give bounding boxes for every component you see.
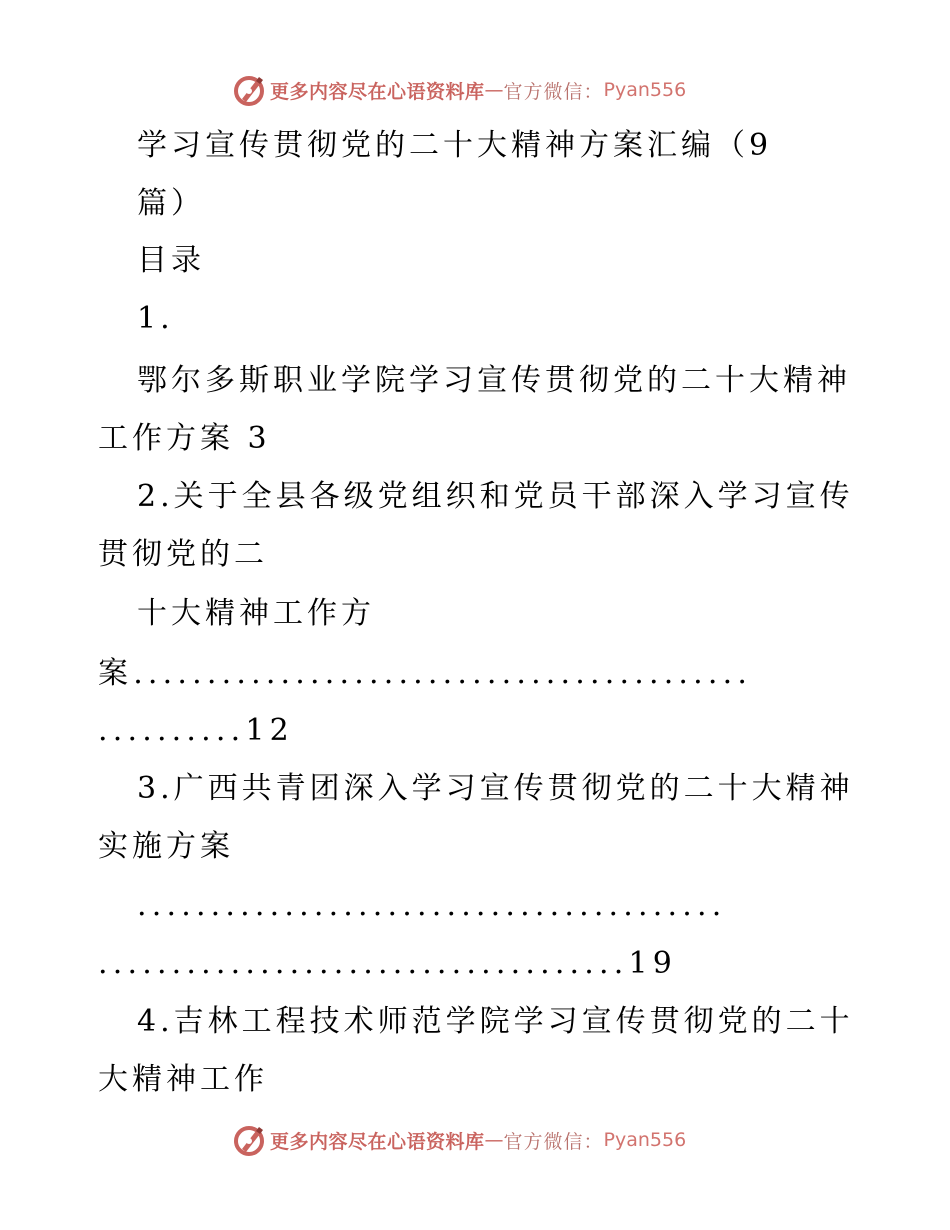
watermark-sub-text: 官方微信： [503, 1130, 604, 1153]
toc-item-4-line1: 4.吉林工程技术师范学院学习宣传贯彻党的二十 [137, 1004, 854, 1039]
watermark-wechat-id: Pyan556 [603, 79, 687, 101]
pen-logo-icon [232, 73, 266, 107]
watermark-main-text: 更多内容尽在心语资料库 [270, 80, 485, 103]
toc-item-1-line2: 工作方案 3 [98, 421, 271, 456]
toc-item-1-line1: 鄂尔多斯职业学院学习宣传贯彻党的二十大精神 [137, 363, 851, 398]
toc-item-2-line3: 十大精神工作方 [137, 596, 375, 631]
toc-item-2-line4: 案.......................................... [98, 656, 753, 691]
toc-item-3-line1: 3.广西共青团深入学习宣传贯彻党的二十大精神 [137, 771, 854, 806]
watermark-sub-text: 官方微信： [503, 80, 604, 103]
watermark-header [232, 70, 686, 110]
doc-title-line1: 学习宣传贯彻党的二十大精神方案汇编（9 [137, 128, 773, 163]
toc-item-4-line2: 大精神工作 [98, 1062, 268, 1097]
toc-item-2-page: ..........12 [98, 713, 294, 748]
doc-title-line2: 篇） [137, 186, 205, 221]
watermark-dash: — [484, 1129, 504, 1151]
toc-item-3-line2: 实施方案 [98, 829, 234, 864]
toc-item-3-page: ....................................19 [98, 946, 678, 981]
watermark-dash: — [484, 79, 504, 101]
toc-item-2-line2: 贯彻党的二 [98, 537, 268, 572]
pen-logo-icon [232, 1123, 266, 1157]
watermark-wechat-id: Pyan556 [603, 1129, 687, 1151]
watermark-footer [232, 1120, 686, 1160]
watermark-main-text: 更多内容尽在心语资料库 [270, 1130, 485, 1153]
toc-item-1-number: 1. [137, 301, 174, 336]
toc-item-2-line1: 2.关于全县各级党组织和党员干部深入学习宣传 [137, 479, 854, 514]
toc-item-3-line3: ........................................ [137, 888, 727, 923]
toc-heading: 目录 [137, 243, 205, 278]
